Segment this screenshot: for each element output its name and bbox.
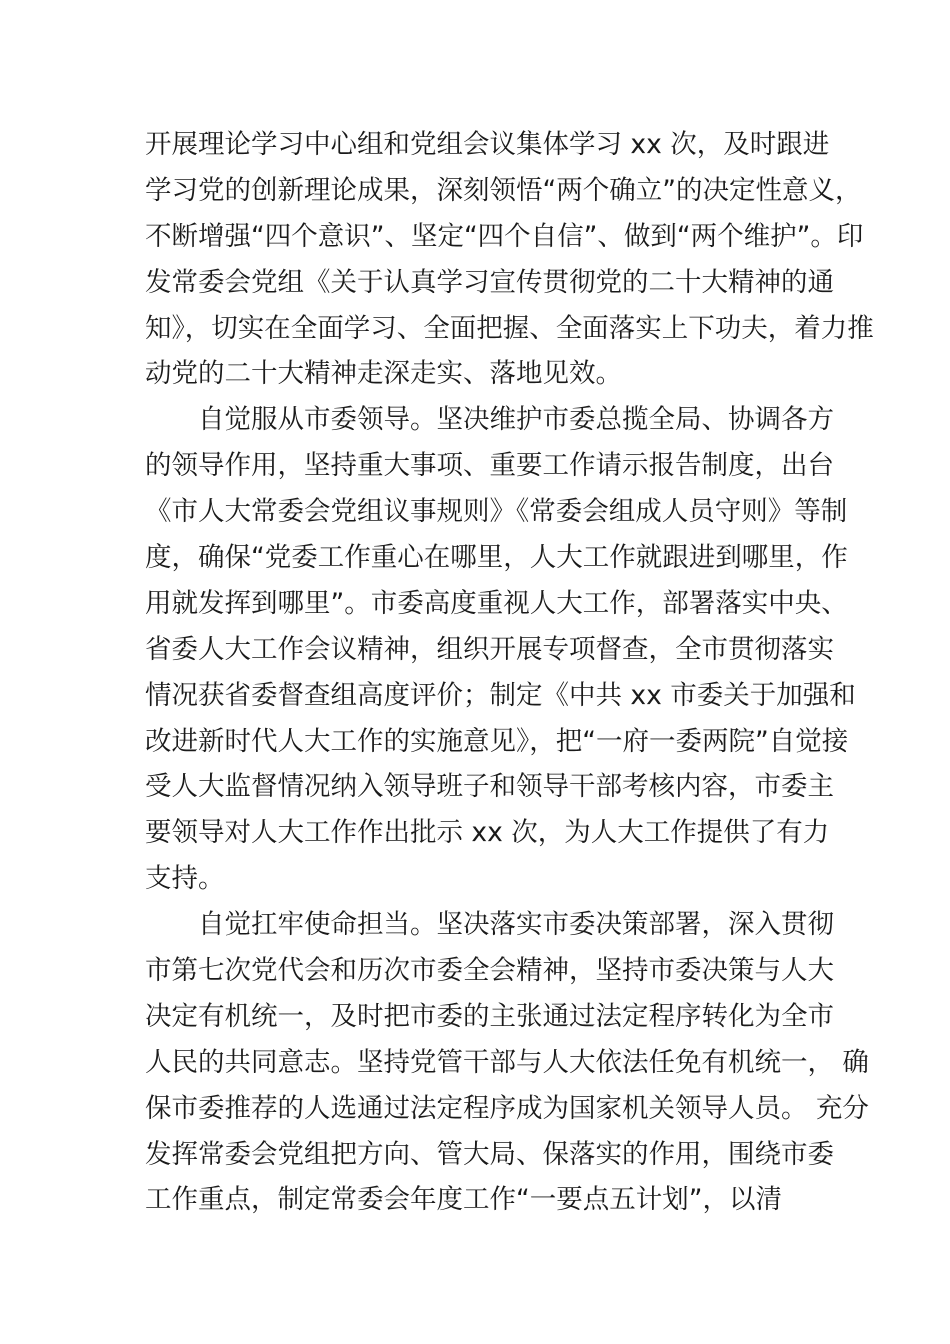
text-line: 支持。 xyxy=(145,863,225,895)
text-line: 动党的二十大精神走深走实、落地见效。 xyxy=(145,358,622,390)
text-line: 省委人大工作会议精神，组织开展专项督查，全市贯彻落实 xyxy=(145,633,834,665)
document-body xyxy=(145,122,874,1223)
text-line: 《市人大常委会党组议事规则》《常委会组成人员守则》等制 xyxy=(145,496,848,528)
text-line: 知》，切实在全面学习、全面把握、全面落实上下功夫，着力推 xyxy=(145,312,874,344)
text-line: 度，确保“党委工作重心在哪里，人大工作就跟进到哪里，作 xyxy=(145,542,848,574)
text-line: 要领导对人大工作作出批示 xx 次，为人大工作提供了有力 xyxy=(145,817,830,849)
text-line: 决定有机统一，及时把市委的主张通过法定程序转化为全市 xyxy=(145,1000,834,1032)
paragraph-start-line: 自觉扛牢使命担当。坚决落实市委决策部署，深入贯彻 xyxy=(145,909,834,941)
text-line: 市第七次党代会和历次市委全会精神，坚持市委决策与人大 xyxy=(145,955,834,987)
text-line: 人民的共同意志。坚持党管干部与人大依法任免有机统一， 确 xyxy=(145,1046,869,1078)
text-line: 保市委推荐的人选通过法定程序成为国家机关领导人员。 充分 xyxy=(145,1092,869,1124)
text-line: 学习党的创新理论成果，深刻领悟“两个确立”的决定性意义， xyxy=(145,174,862,206)
text-line: 工作重点，制定常委会年度工作“一要点五计划”，以清 xyxy=(145,1184,782,1216)
paragraph-start-line: 自觉服从市委领导。坚决维护市委总揽全局、协调各方 xyxy=(145,404,834,436)
text-line: 发挥常委会党组把方向、管大局、保落实的作用，围绕市委 xyxy=(145,1138,834,1170)
text-line: 开展理论学习中心组和党组会议集体学习 xx 次，及时跟进 xyxy=(145,129,830,160)
text-line: 不断增强“四个意识”、坚定“四个自信”、做到“两个维护”。印 xyxy=(145,220,864,252)
text-line: 受人大监督情况纳入领导班子和领导干部考核内容，市委主 xyxy=(145,771,834,803)
text-line: 发常委会党组《关于认真学习宣传贯彻党的二十大精神的通 xyxy=(145,266,834,298)
text-line: 情况获省委督查组高度评价；制定《中共 xx 市委关于加强和 xyxy=(145,679,856,711)
text-line: 改进新时代人大工作的实施意见》，把“一府一委两院”自觉接 xyxy=(145,725,849,757)
text-line: 用就发挥到哪里”。市委高度重视人大工作，部署落实中央、 xyxy=(145,587,848,619)
text-line: 的领导作用，坚持重大事项、重要工作请示报告制度，出台 xyxy=(145,450,834,482)
